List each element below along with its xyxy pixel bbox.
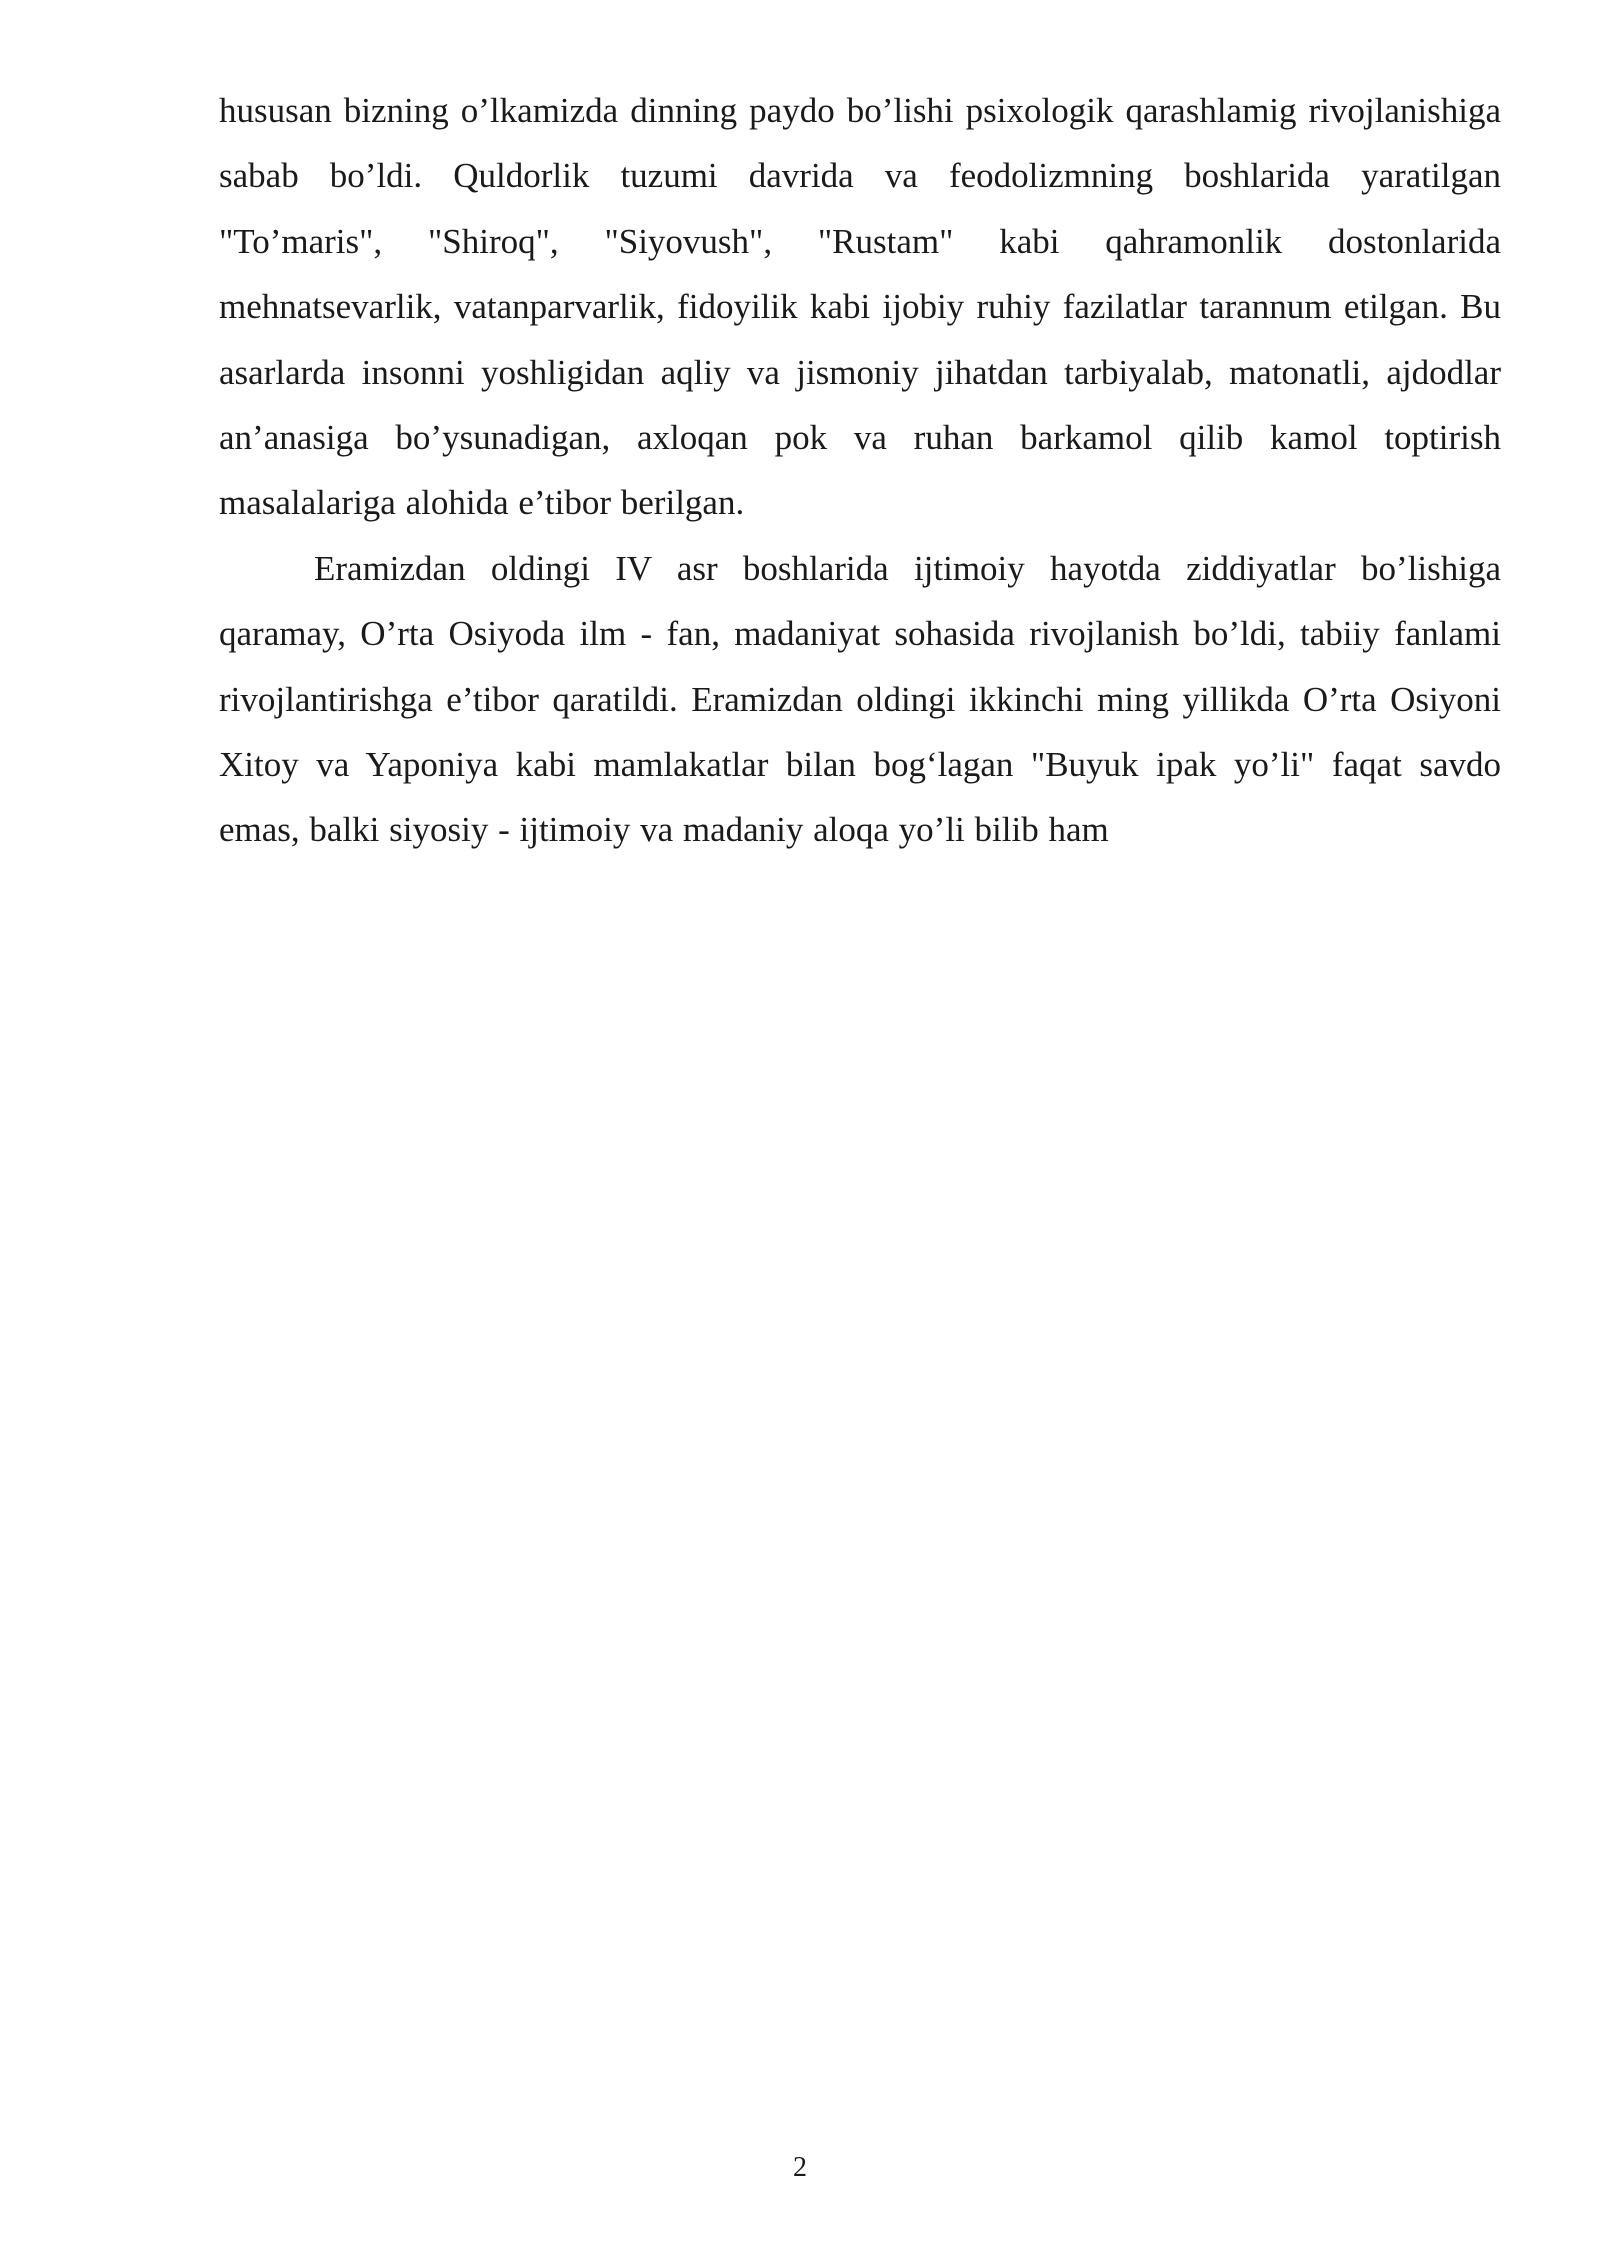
body-text: [219, 78, 1501, 863]
page-number: 2: [793, 2152, 807, 2183]
paragraph-eramizdan: Eramizdan oldingi IV asr boshlarida ijtimoiy hayotda ziddiyatlar bo’lishiga qaramay, O’rta Osiyoda ilm - fan, madaniyat sohasida rivojlanish bo’ldi, tabiiy fanlami rivojlantirishga e’tibor qaratildi. Eramizdan oldingi ikkinchi ming yillikda O’rta Osiyoni Xitoy va Yaponiya kabi mamlakatlar bilan bog‘lagan "Buyuk ipak yo’li" faqat savdo emas, balki siyosiy - ijtimoiy va madaniy aloqa yo’li bilib ham: [219, 548, 1501, 850]
paragraph-continuation: hususan bizning o’lkamizda dinning paydo bo’lishi psixologik qarashlamig rivojlanishiga sabab bo’ldi. Quldorlik tuzumi davrida va feodolizmning boshlarida yaratilgan "To’maris", "Shiroq", "Siyovush", "Rustam" kabi qahramonlik dostonlarida mehnatsevarlik, vatanparvarlik, fidoyilik kabi ijobiy ruhiy fazilatlar tarannum etilgan. Bu asarlarda insonni yoshligidan aqliy va jismoniy jihatdan tarbiyalab, matonatli, ajdodlar an’anasiga bo’ysunadigan, axloqan pok va ruhan barkamol qilib kamol toptirish masalalariga alohida e’tibor berilgan.: [219, 91, 1501, 523]
